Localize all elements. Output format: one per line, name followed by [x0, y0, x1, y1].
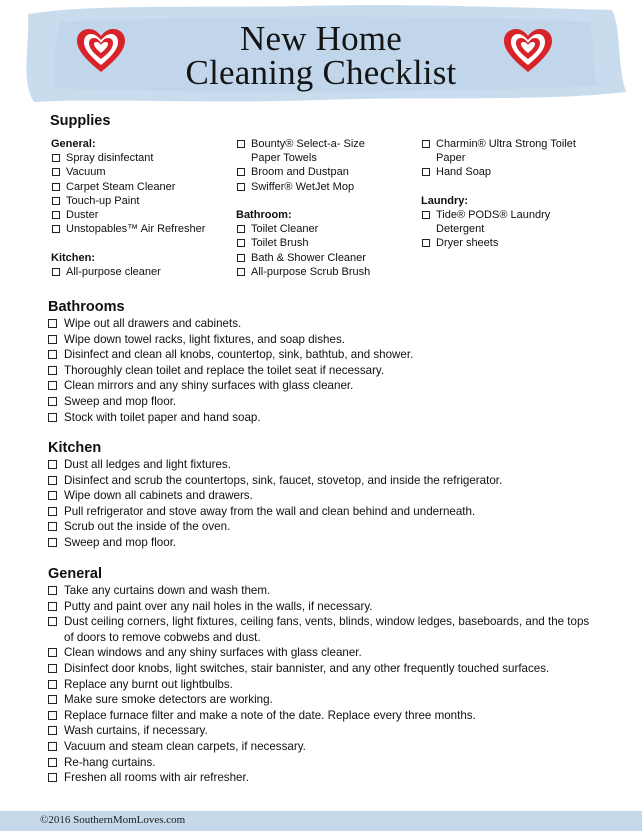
checkbox[interactable]: [237, 268, 245, 276]
checklist-item: [47, 316, 607, 332]
checklist-item-text: Disinfect and clean all knobs, countertop, sink, bathtub, and shower.: [64, 348, 414, 362]
checkbox[interactable]: [48, 397, 57, 406]
checkbox[interactable]: [48, 491, 57, 500]
checklist-item: [47, 535, 607, 551]
checkbox[interactable]: [48, 381, 57, 390]
checklist-item-text: Sweep and mop floor.: [64, 394, 177, 408]
checklist-item-text: Stock with toilet paper and hand soap.: [64, 410, 261, 424]
footer-copyright: ©2016 SouthernMomLoves.com: [40, 814, 186, 826]
checkbox[interactable]: [48, 319, 57, 328]
checkbox[interactable]: [48, 507, 57, 516]
checklist-item: [47, 755, 592, 771]
checkbox[interactable]: [52, 168, 60, 176]
checklist-item: [47, 363, 607, 379]
checklist-item-text: Wipe down towel racks, light fixtures, and soap dishes.: [64, 332, 345, 346]
checkbox[interactable]: [52, 225, 60, 233]
checklist-item-text: Vacuum and steam clean carpets, if necessary.: [64, 739, 306, 753]
page-title-line2: Cleaning Checklist: [185, 53, 457, 92]
checklist-item-text: Sweep and mop floor.: [64, 535, 177, 549]
supply-item: [236, 165, 386, 179]
supply-item-text: Toilet Cleaner: [251, 223, 319, 236]
supplies-laundry-label: Laundry:: [421, 194, 469, 207]
supply-item-text: All-purpose cleaner: [66, 265, 161, 278]
supply-item: [421, 208, 593, 236]
checklist-item-text: Wash curtains, if necessary.: [64, 724, 208, 738]
supply-item-text: Broom and Dustpan: [251, 166, 349, 179]
checklist-item: [47, 677, 592, 693]
checkbox[interactable]: [48, 742, 57, 751]
checklist-item-text: Freshen all rooms with air refresher.: [64, 771, 249, 785]
checkbox[interactable]: [48, 695, 57, 704]
checklist-item-text: Scrub out the inside of the oven.: [64, 520, 231, 534]
checklist-item-text: Make sure smoke detectors are working.: [64, 693, 273, 707]
checkbox[interactable]: [422, 140, 430, 148]
supply-item-text: Toilet Brush: [251, 237, 309, 250]
supplies-column-3: [421, 137, 593, 251]
supply-item-text: Spray disinfectant: [66, 152, 154, 165]
checkbox[interactable]: [52, 268, 60, 276]
checklist-item-text: Dust all ledges and light fixtures.: [64, 458, 231, 471]
supply-item-text: Duster: [66, 209, 99, 222]
supply-item: [51, 151, 231, 165]
general-heading: General: [48, 566, 102, 582]
checkbox[interactable]: [422, 211, 430, 219]
checkbox[interactable]: [237, 254, 245, 262]
checklist-item: [47, 378, 607, 394]
kitchen-heading: Kitchen: [48, 440, 102, 456]
supply-item: [51, 165, 231, 179]
checklist-item-text: Disinfect door knobs, light switches, stair bannister, and any other frequently touched surfaces.: [64, 661, 550, 675]
supply-item: [236, 180, 386, 194]
checkbox[interactable]: [48, 538, 57, 547]
checkbox[interactable]: [48, 711, 57, 720]
supplies-general-label: General:: [51, 138, 96, 150]
checklist-item: [47, 708, 592, 724]
checkbox[interactable]: [52, 183, 60, 191]
supply-item: [236, 265, 386, 279]
checklist-item-text: Thoroughly clean toilet and replace the toilet seat if necessary.: [64, 363, 385, 377]
checkbox[interactable]: [48, 680, 57, 689]
supplies-kitchen-label: Kitchen:: [51, 251, 95, 264]
supply-item-text: Hand Soap: [436, 166, 492, 179]
checklist-item: [47, 739, 592, 755]
checkbox[interactable]: [52, 211, 60, 219]
checklist-item: [47, 770, 592, 786]
checklist-item: [47, 692, 592, 708]
checkbox[interactable]: [48, 350, 57, 359]
header-banner: [0, 0, 642, 108]
checkbox[interactable]: [48, 664, 57, 673]
checklist-item: [47, 645, 592, 661]
checklist-item: [47, 599, 592, 615]
checkbox[interactable]: [48, 476, 57, 485]
supply-item: [236, 222, 386, 236]
checkbox[interactable]: [48, 366, 57, 375]
checkbox[interactable]: [48, 758, 57, 767]
page-title-line1: New Home: [240, 19, 402, 58]
supply-item-text: Unstopables™ Air Refresher: [66, 223, 206, 236]
supply-item: [236, 137, 386, 165]
footer-bar: [0, 811, 642, 831]
checkbox[interactable]: [237, 239, 245, 247]
supply-item-text: Dryer sheets: [436, 237, 499, 250]
bathrooms-heading: Bathrooms: [48, 299, 125, 315]
checklist-item: [47, 504, 607, 520]
supplies-column-2: [236, 137, 386, 279]
checklist-item-text: Take any curtains down and wash them.: [64, 584, 271, 597]
checklist-item: [47, 488, 607, 504]
checkbox[interactable]: [48, 335, 57, 344]
supplies-bathroom-label: Bathroom:: [236, 209, 292, 221]
checkbox[interactable]: [237, 168, 245, 176]
checkbox[interactable]: [48, 413, 57, 422]
checkbox[interactable]: [48, 602, 57, 611]
checklist-item-text: Pull refrigerator and stove away from the wall and clean behind and underneath.: [64, 504, 476, 518]
checklist-item: [47, 457, 607, 473]
checklist-item: [47, 614, 592, 645]
supply-item-text: Swiffer® WetJet Mop: [251, 180, 355, 193]
supplies-heading: Supplies: [50, 113, 111, 129]
checklist-item: [47, 394, 607, 410]
supply-item: [51, 265, 231, 279]
checklist-item: [47, 347, 607, 363]
supply-item-text: Tide® PODS® Laundry Detergent: [436, 209, 551, 236]
checklist-item-text: Clean windows and any shiny surfaces with glass cleaner.: [64, 646, 362, 660]
checklist-item-text: Disinfect and scrub the countertops, sink, faucet, stovetop, and inside the refrigerator.: [64, 473, 503, 487]
checklist-item: [47, 473, 607, 489]
checklist-item-text: Wipe down all cabinets and drawers.: [64, 489, 253, 503]
checkbox[interactable]: [52, 197, 60, 205]
checkbox[interactable]: [48, 726, 57, 735]
checkbox[interactable]: [237, 225, 245, 233]
checklist-item: [47, 661, 592, 677]
supply-item-text: Touch-up Paint: [66, 194, 140, 207]
general-checklist: [47, 583, 592, 786]
bathrooms-checklist: [47, 316, 607, 425]
checkbox[interactable]: [48, 460, 57, 469]
supply-item: [51, 180, 231, 194]
checkbox[interactable]: [48, 586, 57, 595]
supply-item-text: Bath & Shower Cleaner: [251, 251, 366, 264]
checkbox[interactable]: [422, 168, 430, 176]
kitchen-checklist: [47, 457, 607, 551]
checklist-item-text: Putty and paint over any nail holes in the walls, if necessary.: [64, 599, 373, 613]
checklist-item-text: Clean mirrors and any shiny surfaces with glass cleaner.: [64, 379, 354, 393]
supply-item-text: Vacuum: [66, 166, 106, 179]
checklist-item-text: Re-hang curtains.: [64, 755, 156, 769]
checklist-item: [47, 519, 607, 535]
checkbox[interactable]: [48, 617, 57, 626]
supply-item: [421, 165, 593, 179]
supply-item-text: All-purpose Scrub Brush: [251, 265, 371, 278]
supply-item: [421, 137, 593, 165]
checklist-item-text: Replace furnace filter and make a note of the date. Replace every three months.: [64, 708, 476, 722]
supply-item-text: Bounty® Select-a- Size Paper Towels: [251, 138, 365, 165]
checkbox[interactable]: [422, 239, 430, 247]
supply-item: [51, 222, 231, 236]
checkbox[interactable]: [48, 522, 57, 531]
supply-item: [51, 194, 231, 208]
supply-item: [236, 251, 386, 265]
checkbox[interactable]: [48, 648, 57, 657]
supply-item: [51, 208, 231, 222]
supply-item-text: Carpet Steam Cleaner: [66, 180, 176, 193]
checkbox[interactable]: [52, 154, 60, 162]
supply-item-text: Charmin® Ultra Strong Toilet Paper: [436, 138, 576, 165]
checklist-item-text: Replace any burnt out lightbulbs.: [64, 677, 233, 691]
supply-item: [421, 236, 593, 250]
checkbox[interactable]: [48, 773, 57, 782]
checklist-item: [47, 723, 592, 739]
checkbox[interactable]: [237, 140, 245, 148]
checklist-item: [47, 410, 607, 426]
checklist-item: [47, 332, 607, 348]
supplies-column-1: [51, 137, 231, 279]
checkbox[interactable]: [237, 183, 245, 191]
checklist-item-text: Dust ceiling corners, light fixtures, ceiling fans, vents, blinds, window ledges, baseboards, and the tops of doors to remove cobwebs and dust.: [64, 615, 590, 644]
supply-item: [236, 236, 386, 250]
checklist-item-text: Wipe out all drawers and cabinets.: [64, 317, 242, 330]
checklist-item: [47, 583, 592, 599]
